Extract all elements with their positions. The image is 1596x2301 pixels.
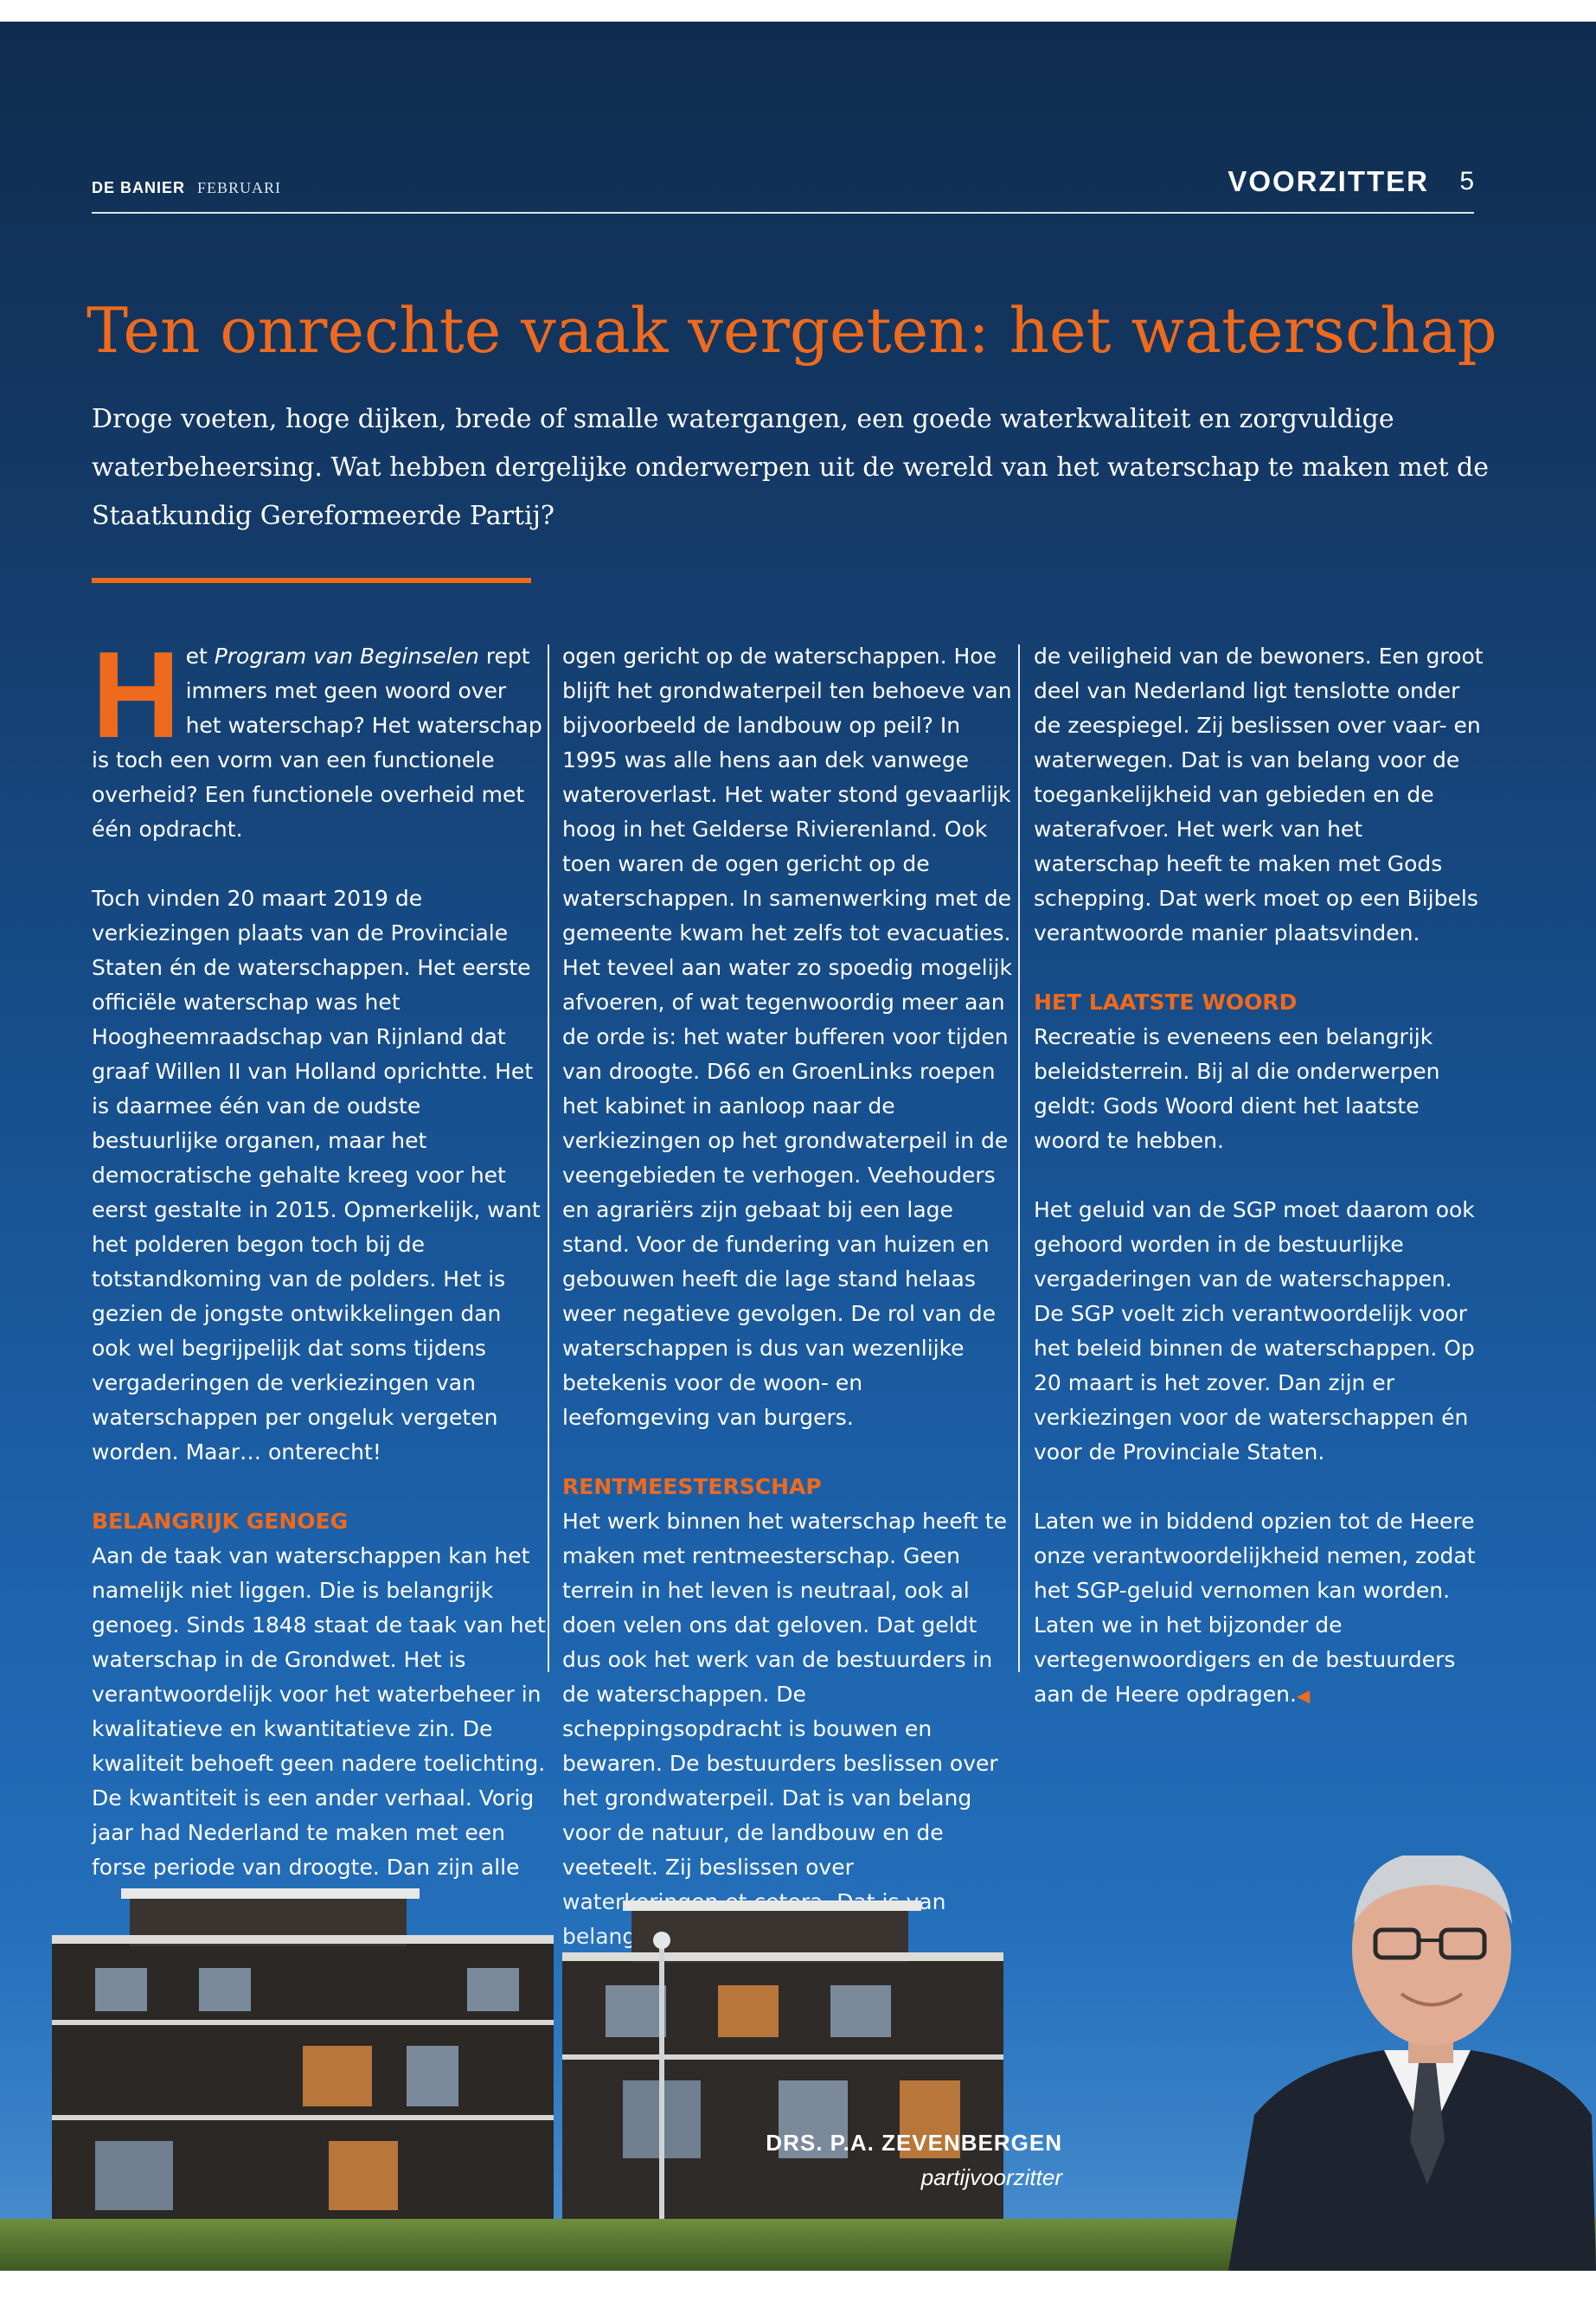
- article-title: Ten onrechte vaak vergeten: het waterschap: [87, 294, 1497, 367]
- paragraph-rentmeesterschap: Het werk binnen het waterschap heeft te maken met rentmeesterschap. Geen terrein in het leven is neutraal, ook al doen velen ons dat geloven. Dat geldt dus ook het werk van de bestuurders in de waterschappen. De scheppingsopdracht is bouwen en bewaren. De bestuurders beslissen over het grondwaterpeil. Dat is van belang voor de natuur, de landbouw en de: [562, 1509, 1007, 1845]
- subheading-rentmeesterschap: RENTMEESTERSCHAP: [562, 1474, 822, 1499]
- program-title: Program van Beginselen: [214, 644, 479, 669]
- paragraph-taak-continued: ogen gericht op de waterschappen. Hoe blijft het grondwaterpeil ten behoeve van bijvoorbeeld de landbouw op peil? In 1995 was alle hens aan dek vanwege wateroverlast. Het water stond gevaarlijk hoog in het Gelderse Rivierenland. Ook toen waren de ogen gericht op de waterschappen. In samenwerking met de gemeente kwam het zelfs tot evacuaties. Het teveel aan water zo spoedig mogelijk afvoeren, of wat tegenwoordig meer aan de orde is: het water bufferen voor tijden van droogte. D66 en GroenLinks roepen het kabinet in aanloop naar de verkiezingen op het grondwaterpeil in de veengebieden te verhogen. Veehouders en agrariërs zijn gebaat bij een lage stand. Voor de fundering van huizen en gebouwen heeft die lage stand helaas weer negatieve gevolgen. De rol van de waterschappen is dus van wezenlijke betekenis voor de woon- en leefomgeving van burgers.: [562, 644, 1012, 1430]
- article-column-2: [562, 639, 1016, 1989]
- caption-name: DRS. P.A. ZEVENBERGEN: [766, 2130, 1062, 2156]
- paragraph-closing: Laten we in biddend opzien tot de Heere onze verantwoordelijkheid nemen, zodat het SGP-geluid vernomen kan worden. Laten we in het bijzonder de vertegenwoordigers en de bestuurders aan de Heere opdragen.◀: [1034, 1509, 1476, 1707]
- paragraph-sgp-geluid: Het geluid van de SGP moet daarom ook gehoord worden in de bestuurlijke vergaderingen van de waterschappen. De SGP voelt zich verantwoordelijk voor het beleid binnen de waterschappen. Op 20 maart is het zover. Dan zijn er verkiezingen voor de waterschappen én voor de Provinciale Staten.: [1034, 1197, 1475, 1465]
- subheading-het-laatste-woord: HET LAATSTE WOORD: [1034, 990, 1298, 1015]
- article-column-1: [92, 626, 546, 1920]
- caption-role: partijvoorzitter: [920, 2164, 1062, 2190]
- magazine-name: DE BANIER: [92, 179, 186, 196]
- paragraph-rentmeesterschap-continued: de veiligheid van de bewoners. Een groot deel van Nederland ligt tenslotte onder de zeespiegel. Zij beslissen over vaar- en waterwegen. Dat is van belang voor de toegankelijkheid van gebieden en de waterafvoer. Het werk van het waterschap heeft te maken met Gods schepping. Dat werk moet op een Bijbels verantwoorde manier plaatsvinden.: [1034, 644, 1484, 945]
- page-number: 5: [1459, 167, 1474, 195]
- column-divider: [1018, 644, 1020, 1672]
- magazine-page: [0, 22, 1596, 2271]
- page-header: [92, 143, 1474, 214]
- article-column-3: [1034, 639, 1488, 1747]
- paragraph-verkiezingen: Toch vinden 20 maart 2019 de verkiezingen plaats van de Provinciale Staten én de waterschappen. Het eerste officiële waterschap was het Hoogheemraadschap van Rijnland dat graaf Willen II van Holland oprichtte. Het is daarmee één van de oudste bestuurlijke organen, maar het democratische gehalte kreeg voor het eerst gestalte in 2015. Opmerkelijk, want het polderen begon toch bij de totstandkoming van de polders. Het is gezien de jongste ontwikkelingen dan ook wel begrijpelijk dat soms tijdens vergaderingen de verkiezingen van waterschappen per ongeluk vergeten worden. Maar… onterecht!: [92, 886, 541, 1465]
- building-left: [52, 1888, 554, 2227]
- article-intro: Droge voeten, hoge dijken, brede of smalle watergangen, een goede waterkwaliteit en zorgvuldige waterbeheersing. Wat hebben dergelijke onderwerpen uit de wereld van het waterschap te maken met de Staatkundig Gereformeerde Partij?: [92, 404, 1490, 531]
- end-mark-icon: ◀: [1296, 1685, 1311, 1706]
- paragraph-opening: Het Program van Beginselen rept immers met geen woord over het waterschap? Het waterschap is toch een vorm van een functionele overheid? Een functionele overheid met één opdracht.: [92, 626, 542, 842]
- photo-caption: [766, 2125, 1062, 2195]
- issue-month: FEBRUARI: [197, 179, 282, 196]
- photo-scene: [0, 1856, 1596, 2271]
- intro-divider: [92, 578, 531, 583]
- paragraph-taak: Aan de taak van waterschappen kan het namelijk niet liggen. Die is belangrijk genoeg. Sinds 1848 staat de taak van het waterschap in de Grondwet. Het is verantwoordelijk voor het waterbeheer in kwalitatieve en kwantitatieve zin. De kwaliteit behoeft geen nadere toelichting. De kwantiteit is een ander verhaal. Vorig jaar had Nederland te maken met een: [92, 1543, 546, 1845]
- section-title: VOORZITTER: [1227, 165, 1429, 197]
- dropcap: H: [92, 626, 181, 764]
- column-divider: [548, 644, 549, 1672]
- subheading-belangrijk-genoeg: BELANGRIJK GENOEG: [92, 1509, 349, 1534]
- paragraph-recreatie: Recreatie is eveneens een belangrijk beleidsterrein. Bij al die onderwerpen geldt: Gods Woord dient het laatste woord te hebben.: [1034, 1024, 1440, 1153]
